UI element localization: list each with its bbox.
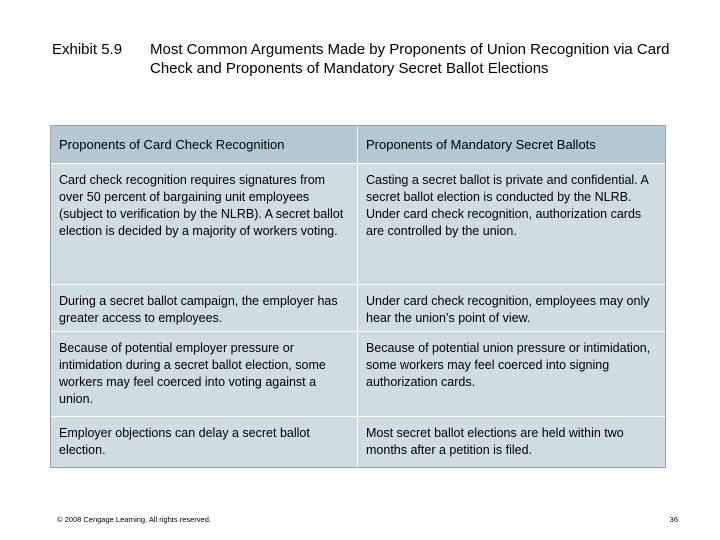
table-row [51,416,665,467]
secret-ballot-argument: Casting a secret ballot is private and confidential. A secret ballot election is conducted by the NLRB. Under card check recognition, authorization cards are controlled by the union. [358,164,665,284]
table-header-row [51,126,665,163]
table-row [51,163,665,284]
page-number: 36 [669,515,678,524]
copyright-notice: © 2008 Cengage Learning. All rights reserved. [57,515,211,524]
card-check-argument: During a secret ballot campaign, the employer has greater access to employees. [51,285,358,331]
header-secret-ballot: Proponents of Mandatory Secret Ballots [358,126,665,163]
card-check-argument: Card check recognition requires signatures from over 50 percent of bargaining unit employees (subject to verification by the NLRB). A secret ballot election is decided by a majority of workers voting. [51,164,358,284]
table-row [51,284,665,331]
table-row [51,331,665,416]
arguments-table [50,125,666,468]
exhibit-title: Most Common Arguments Made by Proponents of Union Recognition via Card Check and Proponents of Mandatory Secret Ballot Elections [150,41,670,77]
card-check-argument: Because of potential employer pressure or intimidation during a secret ballot election, some workers may feel coerced into voting against a union. [51,332,358,416]
secret-ballot-argument: Because of potential union pressure or intimidation, some workers may feel coerced into signing authorization cards. [358,332,665,416]
header-card-check: Proponents of Card Check Recognition [51,126,358,163]
secret-ballot-argument: Most secret ballot elections are held within two months after a petition is filed. [358,417,665,467]
exhibit-label: Exhibit 5.9 [52,41,123,58]
card-check-argument: Employer objections can delay a secret ballot election. [51,417,358,467]
secret-ballot-argument: Under card check recognition, employees may only hear the union’s point of view. [358,285,665,331]
